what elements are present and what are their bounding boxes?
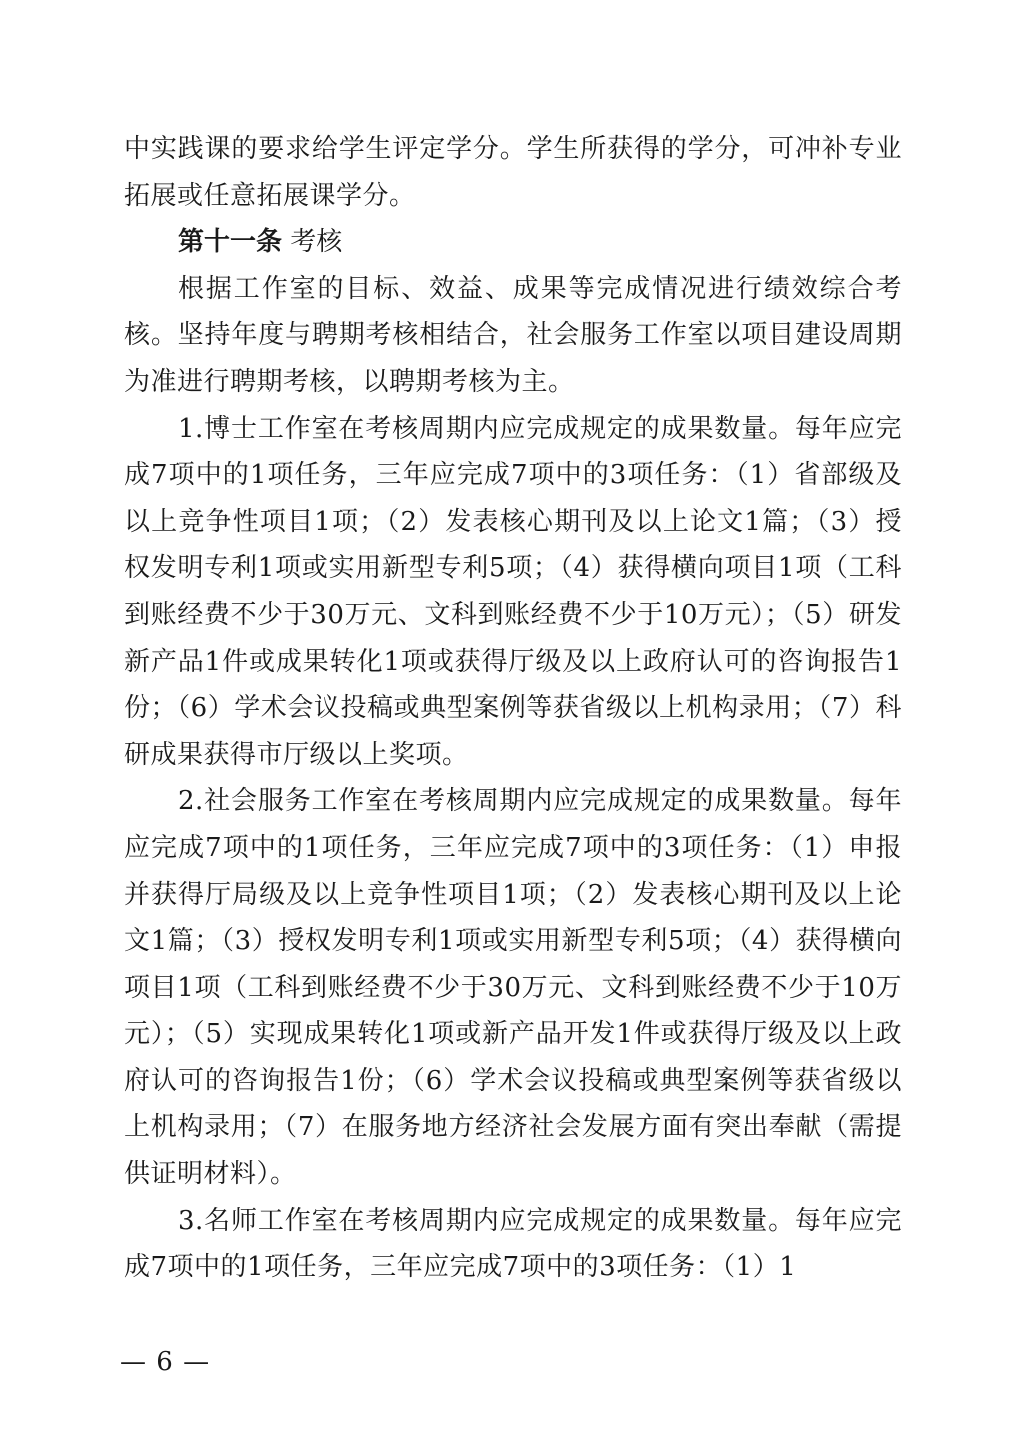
- page-number: — 6 —: [120, 1347, 211, 1377]
- article-title: 考核: [282, 227, 343, 258]
- body-text: [124, 126, 902, 1291]
- article-heading: [124, 219, 902, 266]
- paragraph-social-service-studio: 2.社会服务工作室在考核周期内应完成规定的成果数量。每年应完成7项中的1项任务，三年应完成7项中的3项任务：（1）申报并获得厅局级及以上竞争性项目1项；（2）发表核心期刊及以上论文1篇；（3）授权发明专利1项或实用新型专利5项；（4）获得横向项目1项（工科到账经费不少于30万元、文科到账经费不少于10万元）；（5）实现成果转化1项或新产品开发1件或获得厅级及以上政府认可的咨询报告1份；（6）学术会议投稿或典型案例等获省级以上机构录用；（7）在服务地方经济社会发展方面有突出奉献（需提供证明材料）。: [124, 786, 902, 1190]
- paragraph-master-teacher-studio: 3.名师工作室在考核周期内应完成规定的成果数量。每年应完成7项中的1项任务，三年应完成7项中的3项任务：（1）1: [124, 1205, 902, 1283]
- paragraph-doctor-studio: 1.博士工作室在考核周期内应完成规定的成果数量。每年应完成7项中的1项任务，三年应完成7项中的3项任务：（1）省部级及以上竞争性项目1项；（2）发表核心期刊及以上论文1篇；（3）授权发明专利1项或实用新型专利5项；（4）获得横向项目1项（工科到账经费不少于30万元、文科到账经费不少于10万元）；（5）研发新产品1件或成果转化1项或获得厅级及以上政府认可的咨询报告1份；（6）学术会议投稿或典型案例等获省级以上机构录用；（7）科研成果获得市厅级以上奖项。: [124, 413, 902, 770]
- paragraph-assessment-intro: 根据工作室的目标、效益、成果等完成情况进行绩效综合考核。坚持年度与聘期考核相结合，社会服务工作室以项目建设周期为准进行聘期考核，以聘期考核为主。: [124, 273, 902, 397]
- article-number: 第十一条: [178, 227, 283, 258]
- paragraph-continuation: 中实践课的要求给学生评定学分。学生所获得的学分，可冲补专业拓展或任意拓展课学分。: [124, 134, 902, 211]
